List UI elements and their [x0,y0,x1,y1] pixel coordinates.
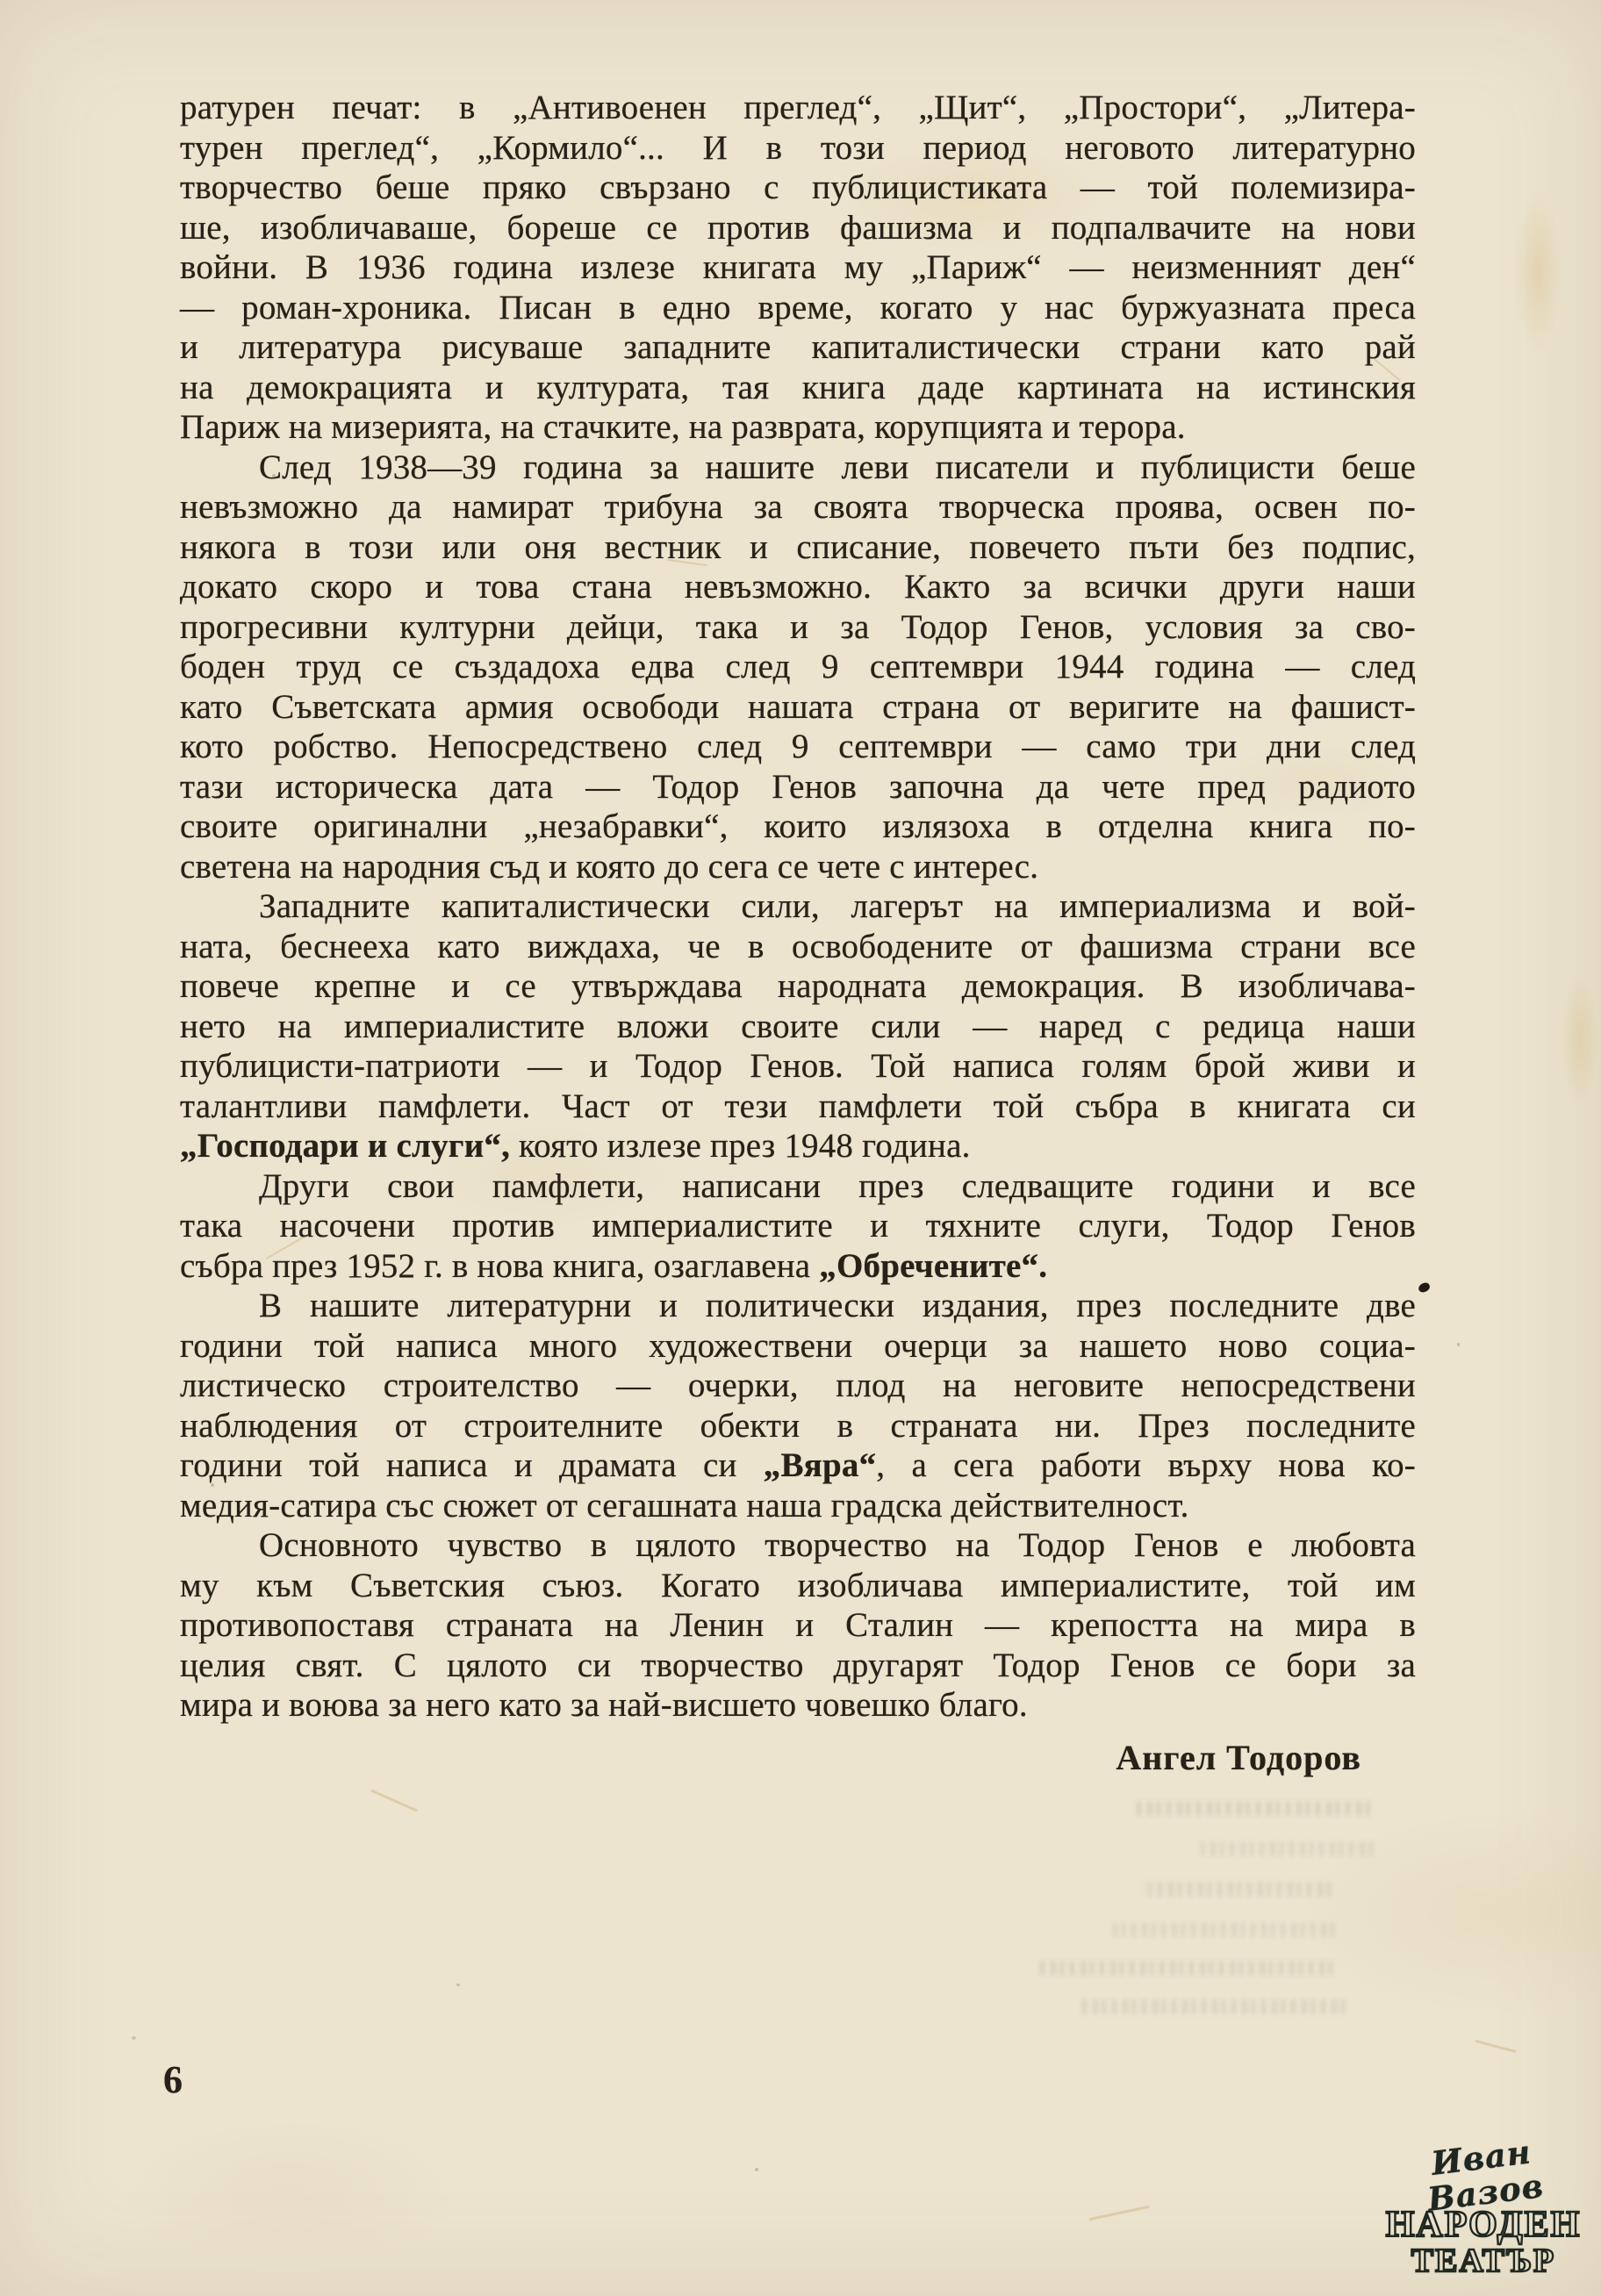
paragraph [180,1525,1416,1726]
text-line [180,727,1416,767]
theatre-stamp-line2: ТЕАТЪР [1411,2242,1556,2279]
text-line [180,687,1416,728]
text-line [180,1646,1416,1686]
text-line [180,368,1416,408]
text-line [180,1446,1416,1486]
page-number: 6 [163,2058,183,2101]
text-segment: светена на народния съд и която до сега се чете с интерес. [180,847,1039,886]
book-title-bold: „Обречените“. [819,1246,1048,1285]
text-segment: — роман-хроника. Писан в едно време, когато у нас буржуазната преса [180,288,1416,326]
text-segment: След 1938—39 година за нашите леви писатели и публицисти беше [259,448,1416,486]
text-segment: противопоставя страната на Ленин и Сталин — крепостта на мира в [180,1606,1416,1644]
book-title-bold: „Вяра“ [763,1446,877,1484]
text-segment: талантливи памфлети. Част от тези памфлети той събра в книгата си [180,1087,1416,1125]
text-segment: нето на империалистите вложи своите сили — наред с редица наши [180,1007,1416,1045]
text-line [180,248,1416,288]
text-line [180,327,1416,368]
text-segment: повече крепне и се утвърждава народната демокрация. В изобличава- [180,967,1416,1005]
text-line [180,1525,1416,1566]
text-segment: турен преглед“, „Кормило“... И в този период неговото литературно [180,128,1416,167]
text-line [180,1246,1416,1287]
text-segment: Други свои памфлети, написани през следващите години и все [259,1166,1416,1205]
text-line [180,1286,1416,1326]
text-line [180,1685,1416,1726]
text-segment: , а сега работи върху нова ко- [876,1446,1416,1484]
text-line [180,847,1416,887]
text-line [180,128,1416,169]
text-segment: и литература рисуваше западните капиталистически страни като рай [180,328,1416,366]
text-line [180,647,1416,687]
book-title-bold: „Господари и слуги“, [180,1127,511,1165]
text-line [180,966,1416,1007]
text-segment: Западните капиталистически сили, лагерът на империализма и вой- [259,887,1416,925]
text-segment: ратурен печат: в „Антивоенен преглед“, „Щит“, „Простори“, „Литера- [180,89,1416,126]
text-line [180,1046,1416,1087]
text-segment: ше, изобличаваше, бореше се против фашизма и подпалвачите на нови [180,208,1416,247]
theatre-stamp [1380,2132,1587,2279]
text-segment: ната, беснееха като виждаха, че в освободените от фашизма страни все [180,927,1416,965]
bleed-through-line [1037,1961,1332,1976]
text-block [180,88,1416,1777]
text-line [180,448,1416,488]
bleed-through-line [1143,1882,1331,1897]
text-segment: публицисти-патриоти — и Тодор Генов. Той написа голям брой живи и [180,1047,1416,1085]
text-segment: творчество беше пряко свързано с публицистиката — той полемизира- [180,169,1416,206]
text-line [180,1326,1416,1367]
text-line [180,567,1416,607]
paragraph [180,1166,1416,1287]
paragraph [180,886,1416,1166]
text-segment: му към Съветския съюз. Когато изобличава империалистите, той им [180,1566,1416,1604]
paragraph [180,448,1416,887]
text-segment: прогресивни културни дейци, така и за Тодор Генов, условия за сво- [180,607,1416,646]
text-segment: наблюдения от строителните обекти в страната ни. През последните [180,1406,1416,1445]
text-line [180,487,1416,527]
text-segment: целия свят. С цялото си творчество другарят Тодор Генов се бори за [180,1646,1416,1684]
text-segment: която излезе през 1948 година. [510,1127,971,1165]
text-line [180,1166,1416,1207]
text-segment: Париж на мизерията, на стачките, на разврата, корупцията и терора. [180,408,1186,446]
theatre-stamp-script: Иван Вазов [1425,2132,1547,2219]
bleed-through-line [1081,1999,1345,2014]
text-segment: невъзможно да намират трибуна за своята творческа проява, освен по- [180,488,1416,526]
bleed-through-line [1134,1801,1369,1816]
text-line [180,168,1416,208]
text-segment: години той написа много художествени очерци за нашето ново социа- [180,1326,1416,1365]
paragraph [180,88,1416,448]
paragraph [180,1286,1416,1525]
text-segment: войни. В 1936 година излезе книгата му „Париж“ — неизменният ден“ [180,248,1416,286]
text-segment: медия-сатира със сюжет от сегашната наша градска действителност. [180,1486,1189,1525]
bleed-through-line [1201,1841,1373,1856]
text-line [180,288,1416,328]
text-line [180,1566,1416,1606]
text-segment: Основното чувство в цялото творчество на Тодор Генов е любовта [259,1526,1416,1564]
text-line [180,88,1416,128]
text-line [180,1406,1416,1446]
text-line [180,208,1416,248]
text-segment: като Съветската армия освободи нашата страна от веригите на фашист- [180,687,1416,726]
text-segment: събра през 1952 г. в нова книга, озаглавена [180,1246,820,1285]
text-line [180,767,1416,807]
text-line [180,1366,1416,1406]
theatre-stamp-line1: НАРОДЕН [1385,2205,1582,2245]
ink-speck [1418,1281,1431,1293]
text-line [180,1605,1416,1646]
text-segment: своите оригинални „незабравки“, които излязоха в отделна книга по- [180,807,1416,845]
text-segment: години той написа и драмата си [180,1446,764,1484]
text-line [180,527,1416,568]
text-line [180,1087,1416,1127]
text-segment: тази историческа дата — Тодор Генов започна да чете пред радиото [180,767,1416,806]
text-line [180,886,1416,927]
text-segment: кото робство. Непосредствено след 9 септември — само три дни след [180,728,1416,765]
bleed-through-line [1113,1922,1334,1937]
text-segment: мира и воюва за него като за най-висшето човешко благо. [180,1686,1028,1724]
text-segment: докато скоро и това стана невъзможно. Както за всички други наши [180,568,1416,606]
text-segment: боден труд се създадоха едва след 9 септември 1944 година — след [180,648,1416,685]
text-segment: листическо строителство — очерки, плод на неговите непосредствени [180,1367,1416,1404]
text-segment: В нашите литературни и политически издания, през последните две [259,1287,1416,1324]
text-line [180,927,1416,967]
text-segment: на демокрацията и културата, тая книга даде картината на истинския [180,368,1416,406]
text-line [180,607,1416,648]
text-line [180,1206,1416,1246]
text-line [180,807,1416,847]
text-segment: някога в този или оня вестник и списание, повечето пъти без подпис, [180,527,1416,566]
text-line [180,1007,1416,1047]
text-line [180,1126,1416,1166]
text-segment: така насочени против империалистите и тяхните слуги, Тодор Генов [180,1207,1416,1245]
text-line [180,407,1416,448]
text-line [180,1486,1416,1526]
author-signature: Ангел Тодоров [1116,1737,1361,1777]
